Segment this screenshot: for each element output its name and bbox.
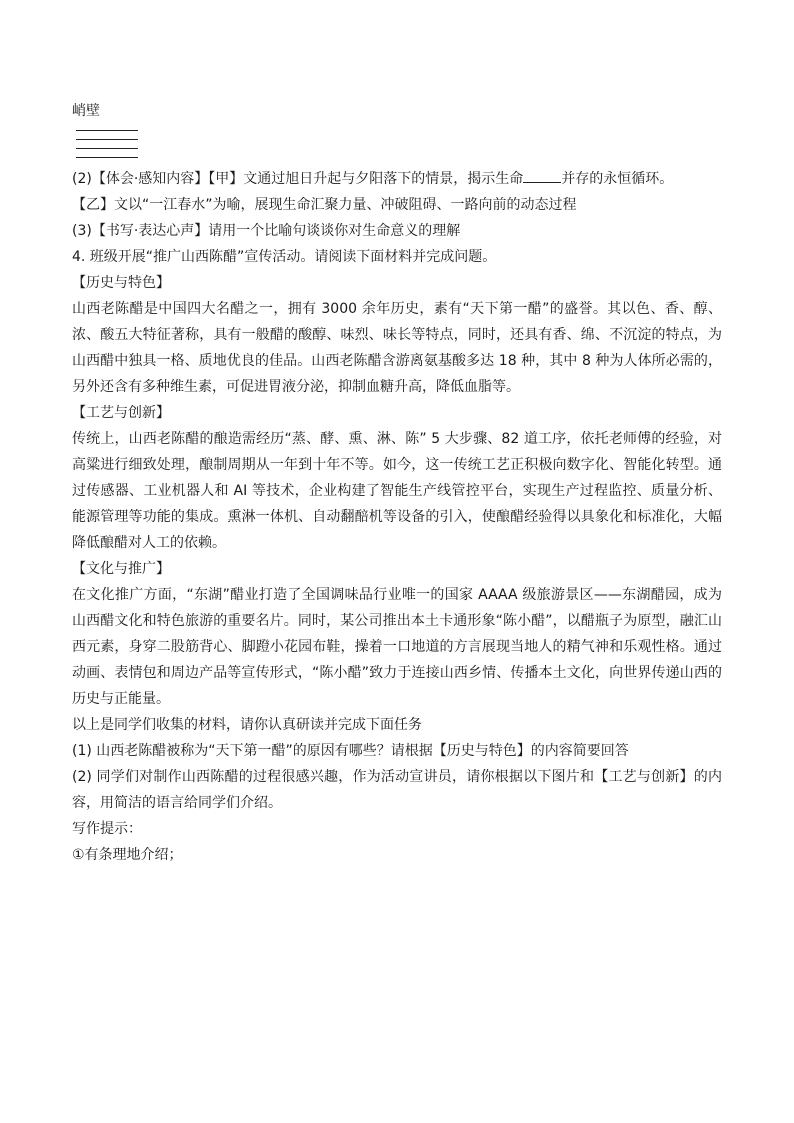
document-page [72,98,722,868]
answer-lines [76,130,138,158]
section-heading-craft: 【工艺与创新】 [72,405,170,421]
answer-line [76,130,138,131]
question-2-post: 并存的永恒循环。 [561,171,674,187]
paragraph-craft: 传统上，山西老陈醋的酿造需经历“蒸、酵、熏、淋、陈” 5 大步骤、82 道工序，依托老师傅的经验，对高粱进行细致处理，酿制周期从一年到十年不等。如今，这一传统工艺正积极向数字化、智能化转型。通过传感器、工业机器人和 AI 等技术，企业构建了智能生产线管控平台，实现生产过程监控、质量分析、能源管理等功能的集成。熏淋一体机、自动翻醅机等设备的引入，使酿醋经验得以具象化和标准化，大幅降低酿醋对人工的依赖。 [72,431,722,551]
question-2-pre: (2)【体会·感知内容】【甲】文通过旭日升起与夕阳落下的情景，揭示生命 [72,171,524,187]
task-2: (2) 同学们对制作山西陈醋的过程很感兴趣，作为活动宣讲员，请你根据以下图片和【工艺与创新】的内容，用简洁的语言给同学们介绍。 [72,769,722,811]
section-heading-history: 【历史与特色】 [72,275,170,291]
answer-line [76,157,138,158]
section-heading-culture: 【文化与推广】 [72,561,170,577]
question-2-yi: 【乙】文以“一江春水”为喻，展现生命汇聚力量、冲破阻碍、一路向前的动态过程 [72,197,577,213]
question-3: (3)【书写·表达心声】请用一个比喻句谈谈你对生命意义的理解 [72,223,461,239]
hint-1: ①有条理地介绍； [72,847,183,863]
paragraph-history: 山西老陈醋是中国四大名醋之一，拥有 3000 余年历史，素有“天下第一醋”的盛誉。其以色、香、醇、浓、酸五大特征著称，具有一般醋的酸醇、味烈、味长等特点，同时，还具有香、绵、不沉淀的特点，为山西醋中独具一格、质地优良的佳品。山西老陈醋含游离氨基酸多达 18 种，其中 8 种为人体所必需的，另外还含有多种维生素，可促进胃液分泌，抑制血糖升高，降低血脂等。 [72,301,722,395]
hint-title: 写作提示： [72,821,142,837]
fill-blank[interactable] [523,168,561,183]
question-2 [72,166,722,192]
paragraph-culture: 在文化推广方面，“东湖”醋业打造了全国调味品行业唯一的国家 AAAA 级旅游景区——东湖醋园，成为山西醋文化和特色旅游的重要名片。同时，某公司推出本土卡通形象“陈小醋”，以醋瓶子为原型，融汇山西元素，身穿二股筋背心、脚蹬小花园布鞋，操着一口地道的方言展现当地人的精气神和乐观性格。通过动画、表情包和周边产品等宣传形式，“陈小醋”致力于连接山西乡情、传播本土文化，向世界传递山西的历史与正能量。 [72,587,722,707]
task-intro: 以上是同学们收集的材料，请你认真研读并完成下面任务 [72,717,422,733]
answer-line [76,139,138,140]
word-item: 峭壁 [72,103,100,119]
answer-line [76,148,138,149]
question-4-intro: 4. 班级开展“推广山西陈醋”宣传活动。请阅读下面材料并完成问题。 [72,249,497,265]
task-1: (1) 山西老陈醋被称为“天下第一醋”的原因有哪些？请根据【历史与特色】的内容简要回答 [72,743,629,759]
